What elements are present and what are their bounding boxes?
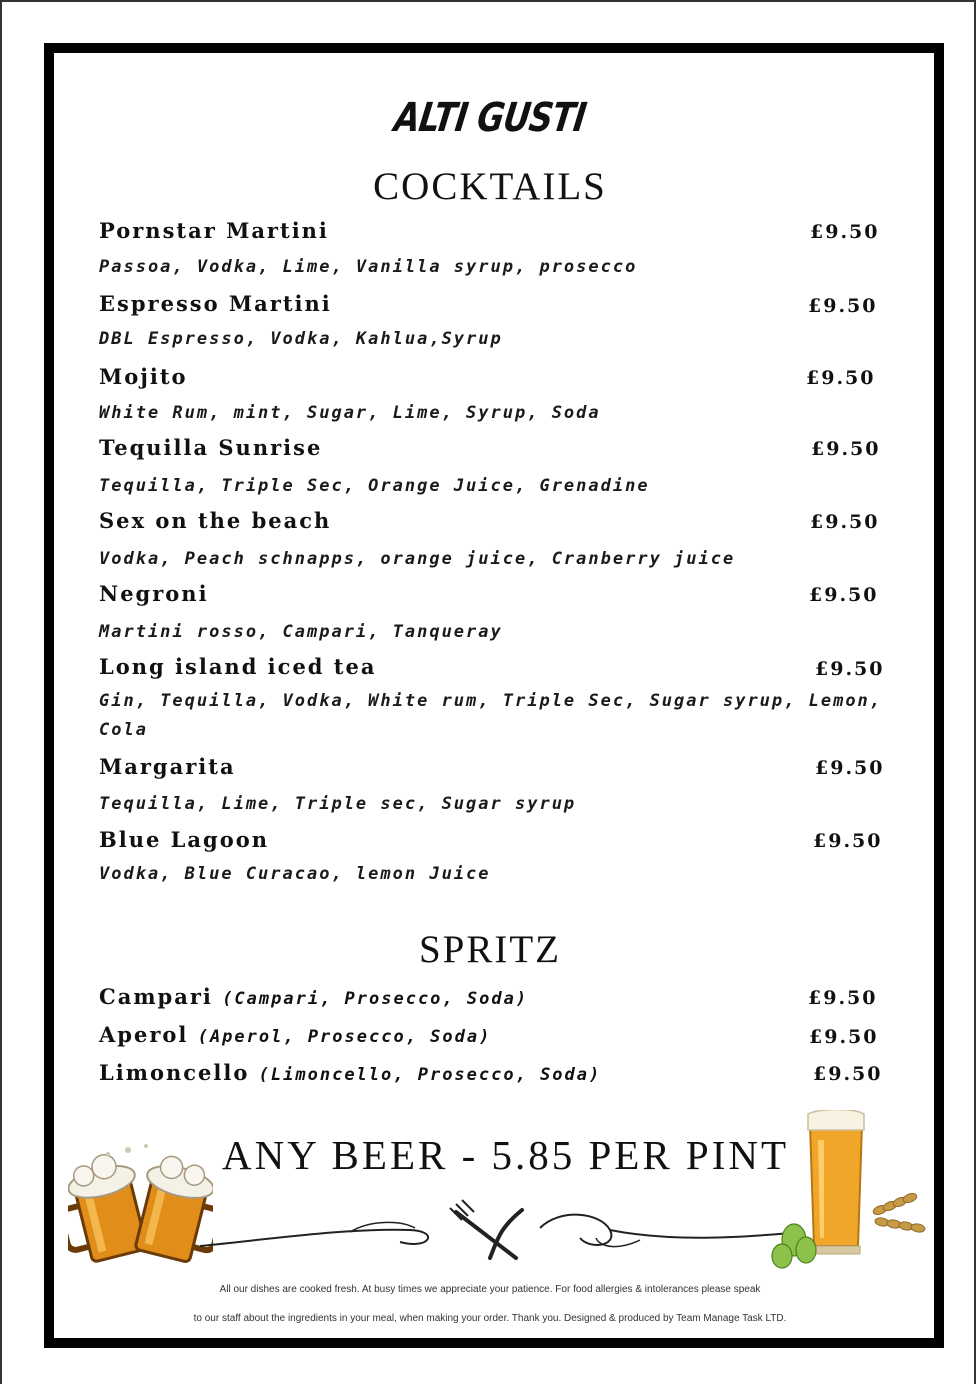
item-description: (Campari, Prosecco, Soda) <box>222 989 529 1009</box>
item-name: Margarita <box>99 754 236 779</box>
item-price: £9.50 <box>810 221 880 243</box>
footer-notice-line-1: All our dishes are cooked fresh. At busy times we appreciate your patience. For food allergies & intolerances please speak <box>219 1284 761 1295</box>
item-description: Gin, Tequilla, Vodka, White rum, Triple Sec, Sugar syrup, Lemon, <box>99 691 883 711</box>
spritz-row <box>99 984 528 1009</box>
beer-mugs-icon <box>68 1140 213 1268</box>
item-name: Sex on the beach <box>99 508 332 533</box>
cutlery-flourish-icon <box>200 1198 800 1270</box>
item-description: (Aperol, Prosecco, Soda) <box>197 1027 492 1047</box>
item-name: Long island iced tea <box>99 654 377 679</box>
cocktails-title: COCKTAILS <box>373 165 607 208</box>
item-description: (Limoncello, Prosecco, Soda) <box>258 1065 602 1085</box>
item-name: Mojito <box>99 364 188 389</box>
item-name: Pornstar Martini <box>99 218 329 243</box>
item-price: £9.50 <box>815 757 885 779</box>
item-description: Vodka, Peach schnapps, orange juice, Cranberry juice <box>99 549 736 569</box>
spritz-row <box>99 1022 491 1047</box>
item-description: Tequilla, Triple Sec, Orange Juice, Grenadine <box>99 476 650 496</box>
item-name: Tequilla Sunrise <box>99 435 323 460</box>
item-description: Vodka, Blue Curacao, lemon Juice <box>99 864 491 884</box>
item-price: £9.50 <box>806 367 876 389</box>
beer-glass-icon <box>770 1110 930 1270</box>
footer-notice-line-2: to our staff about the ingredients in your meal, when making your order. Thank you. Designed & produced by Team Manage Task LTD. <box>193 1313 787 1324</box>
spritz-title: SPRITZ <box>418 928 562 971</box>
item-name: Aperol <box>99 1022 189 1047</box>
beer-offer-banner: ANY BEER - 5.85 PER PINT <box>222 1132 790 1178</box>
brand-logo: ALTI GUSTI <box>391 95 589 141</box>
item-description: Martini rosso, Campari, Tanqueray <box>99 622 503 642</box>
item-price: £9.50 <box>810 511 880 533</box>
item-name: Negroni <box>99 581 209 606</box>
item-name: Blue Lagoon <box>99 827 270 852</box>
item-description: White Rum, mint, Sugar, Lime, Syrup, Soda <box>99 403 601 423</box>
spritz-row <box>99 1060 601 1085</box>
item-description: Tequilla, Lime, Triple sec, Sugar syrup <box>99 794 577 814</box>
item-price: £9.50 <box>808 295 878 317</box>
item-price: £9.50 <box>813 1063 883 1085</box>
item-price: £9.50 <box>809 584 879 606</box>
item-price: £9.50 <box>809 1026 879 1048</box>
item-price: £9.50 <box>811 438 881 460</box>
item-price: £9.50 <box>813 830 883 852</box>
item-description: DBL Espresso, Vodka, Kahlua,Syrup <box>99 329 503 349</box>
item-description-continued: Cola <box>99 720 148 740</box>
item-name: Campari <box>99 984 213 1009</box>
item-description: Passoa, Vodka, Lime, Vanilla syrup, prosecco <box>99 257 638 277</box>
item-price: £9.50 <box>815 658 885 680</box>
item-name: Espresso Martini <box>99 291 332 316</box>
item-name: Limoncello <box>99 1060 250 1085</box>
item-price: £9.50 <box>808 987 878 1009</box>
